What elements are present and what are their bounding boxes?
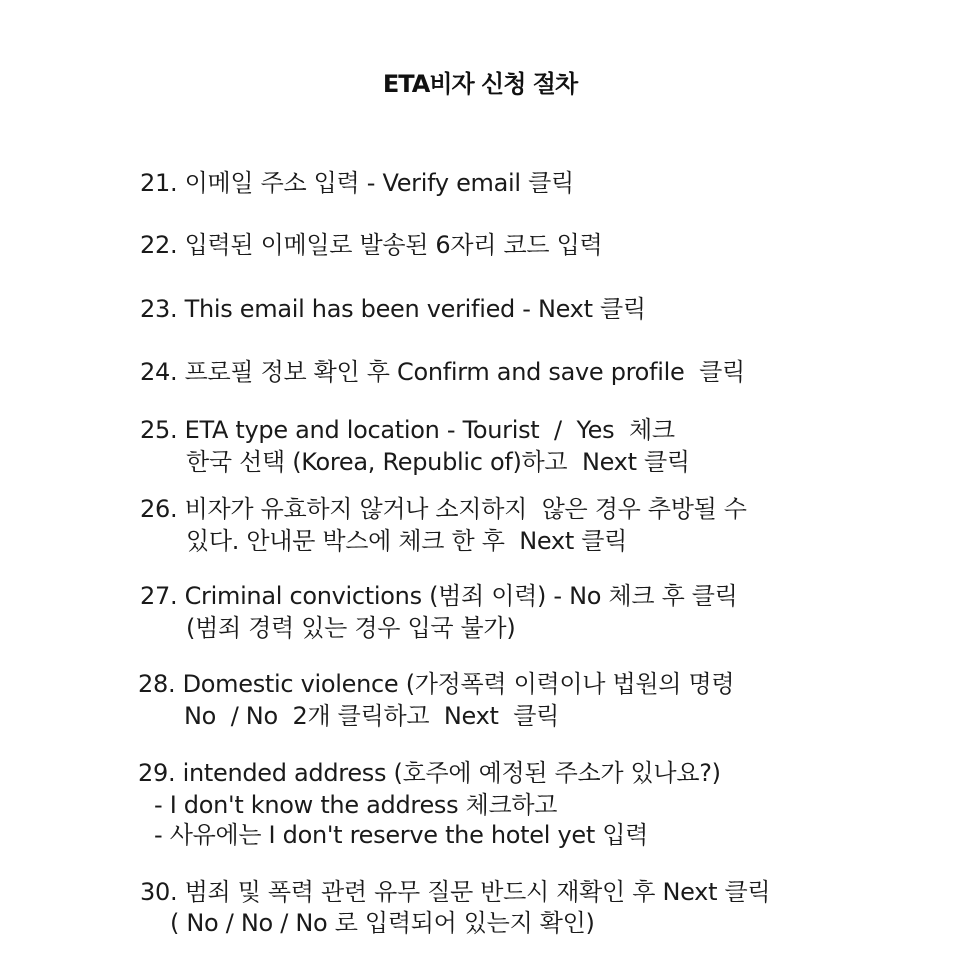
step-29-line-1: 29. intended address (호주에 예정된 주소가 있나요?) bbox=[138, 759, 721, 787]
step-26-line-2: 있다. 안내문 박스에 체크 한 후 Next 클릭 bbox=[186, 527, 628, 555]
step-26-line-1: 26. 비자가 유효하지 않거나 소지하지 않은 경우 추방될 수 bbox=[140, 495, 747, 523]
step-24-line-1: 24. 프로필 정보 확인 후 Confirm and save profile 클릭 bbox=[140, 358, 745, 386]
step-28-line-1: 28. Domestic violence (가정폭력 이력이나 법원의 명령 bbox=[138, 670, 735, 698]
step-30-line-2: ( No / No / No 로 입력되어 있는지 확인) bbox=[170, 909, 595, 937]
step-29-line-3: - 사유에는 I don't reserve the hotel yet 입력 bbox=[154, 821, 649, 849]
step-23-line-1: 23. This email has been verified - Next 클릭 bbox=[140, 295, 646, 323]
step-25-line-1: 25. ETA type and location - Tourist / Yes 체크 bbox=[140, 416, 675, 444]
step-25-line-2: 한국 선택 (Korea, Republic of)하고 Next 클릭 bbox=[186, 448, 690, 476]
step-27-line-1: 27. Criminal convictions (범죄 이력) - No 체크 후 클릭 bbox=[140, 582, 738, 610]
step-27-line-2: (범죄 경력 있는 경우 입국 불가) bbox=[186, 614, 516, 642]
step-29-line-2: - I don't know the address 체크하고 bbox=[154, 791, 558, 819]
step-21-line-1: 21. 이메일 주소 입력 - Verify email 클릭 bbox=[140, 169, 574, 197]
page-title: ETA비자 신청 절차 bbox=[382, 70, 578, 98]
step-28-line-2: No / No 2개 클릭하고 Next 클릭 bbox=[184, 702, 560, 730]
step-30-line-1: 30. 범죄 및 폭력 관련 유무 질문 반드시 재확인 후 Next 클릭 bbox=[140, 878, 771, 906]
step-22-line-1: 22. 입력된 이메일로 발송된 6자리 코드 입력 bbox=[140, 231, 603, 259]
